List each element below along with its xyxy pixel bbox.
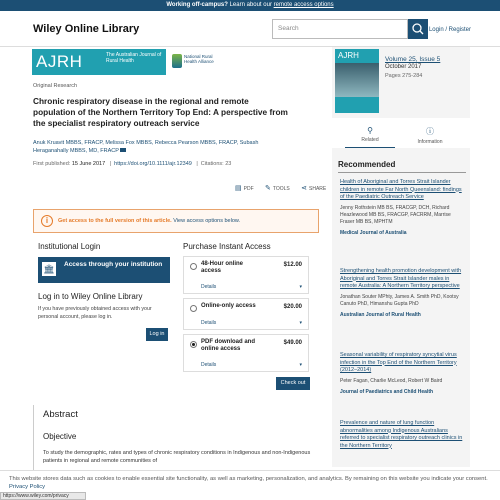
radio-pdf[interactable] xyxy=(190,341,197,348)
article-type: Original Research xyxy=(33,83,78,89)
wrench-icon: ✎ xyxy=(265,185,271,192)
purchase-option-online[interactable] xyxy=(183,298,309,330)
recommended-authors: Jenny Rothstein MB BS, FRACGP, DCH, Richard Heazlewood MB BS, FRACGP, FACRRM, Marrise Fraser MB BS, MPHTM xyxy=(340,204,451,225)
recommended-journal[interactable]: Australian Journal of Rural Health xyxy=(340,311,421,318)
issue-pages: Pages 275-284 xyxy=(385,73,423,79)
recommended-item xyxy=(340,179,466,236)
option-price: $49.00 xyxy=(283,340,302,346)
option-label: Online-only access xyxy=(201,303,256,309)
citations-count[interactable]: Citations: 23 xyxy=(200,161,232,167)
option-price: $12.00 xyxy=(283,262,302,268)
journal-full-name: The Australian Journal of Rural Health xyxy=(106,52,162,64)
checkout-button[interactable]: Check out xyxy=(276,377,310,390)
tab-related-label: Related xyxy=(361,137,379,143)
cover-image xyxy=(335,63,379,97)
privacy-policy-link[interactable]: Privacy Policy xyxy=(9,484,46,490)
radio-online[interactable] xyxy=(190,305,197,312)
option-details[interactable]: Details xyxy=(201,284,217,290)
remote-access-banner xyxy=(0,0,500,11)
access-notice-bold: Get access to the full version of this article. xyxy=(58,218,172,224)
institution-icon: 🏛 xyxy=(43,264,55,274)
option-details[interactable]: Details xyxy=(201,362,217,368)
access-notice xyxy=(33,209,319,233)
recommended-journal[interactable]: Journal of Paediatrics and Child Health xyxy=(340,388,434,395)
info-icon: i xyxy=(41,215,53,227)
login-register-link[interactable]: Login / Register xyxy=(428,27,471,33)
option-details[interactable]: Details xyxy=(201,320,217,326)
cookie-banner xyxy=(0,470,500,492)
article-tools xyxy=(225,184,326,192)
journal-abbrev: AJRH xyxy=(36,52,83,71)
chevron-down-icon[interactable]: ▾ xyxy=(299,284,302,290)
site-logo[interactable]: Wiley Online Library xyxy=(33,23,140,35)
remote-access-link[interactable]: remote access options xyxy=(273,2,334,8)
banner-bold-text: Working off-campus? xyxy=(166,2,228,8)
objective-title: Objective xyxy=(43,432,77,441)
tab-information-label: Information xyxy=(417,139,443,145)
banner-text: Learn about our xyxy=(227,2,274,8)
journal-cover[interactable] xyxy=(335,49,379,113)
search-input[interactable]: Search xyxy=(272,19,408,39)
abstract-title: Abstract xyxy=(43,409,78,420)
purchase-option-pdf[interactable] xyxy=(183,334,309,372)
recommended-link[interactable]: Seasonal variability of respiratory syncytial virus infection in the Top End of the Northern Territory (2012–2014) xyxy=(340,352,457,373)
article-title: Chronic respiratory disease in the regional and remote population of the Northern Territory Top End: A perspective from the specialist respiratory outreach service xyxy=(33,96,288,128)
journal-banner[interactable] xyxy=(32,49,166,75)
share-label: SHARE xyxy=(309,186,327,192)
doi-link[interactable]: https://doi.org/10.1111/ajr.12349 xyxy=(114,161,192,167)
purchase-title: Purchase Instant Access xyxy=(183,242,271,251)
institution-access-button[interactable] xyxy=(38,257,170,283)
first-published-label: First published: xyxy=(33,161,72,167)
share-icon: ⋖ xyxy=(301,185,308,192)
pdf-icon: ▤ xyxy=(235,185,242,192)
info-icon: ⓘ xyxy=(426,127,434,136)
radio-48h[interactable] xyxy=(190,263,197,270)
recommended-journal[interactable]: Medical Journal of Australia xyxy=(340,229,407,236)
tools-label: TOOLS xyxy=(272,186,290,192)
recommended-item xyxy=(340,420,466,450)
recommended-link[interactable]: Prevalence and nature of lung function abnormalities among Indigenous Australians referred to specialist respiratory outreach clinics in the Northern Territory xyxy=(340,420,463,449)
network-icon: ⚲ xyxy=(367,126,373,135)
chevron-down-icon[interactable]: ▾ xyxy=(299,320,302,326)
recommended-item xyxy=(340,352,466,395)
authors-text[interactable]: Anuk Kruavit MBBS, FRACP, Melissa Fox MBBS, Rebecca Pearson MBBS, FRACP, Subash Heraganahally MBBS, MD, FRACP xyxy=(33,140,259,154)
wol-login-title: Log in to Wiley Online Library xyxy=(38,292,143,301)
email-icon[interactable] xyxy=(120,148,126,152)
first-published-date: 15 June 2017 xyxy=(71,161,106,167)
partner-logo-mark xyxy=(172,54,182,68)
recommended-title: Recommended xyxy=(338,160,396,169)
purchase-option-48h[interactable] xyxy=(183,256,309,294)
partner-name: National Rural Health Alliance xyxy=(184,54,214,64)
tab-information[interactable] xyxy=(405,126,455,145)
pdf-button[interactable] xyxy=(235,184,254,192)
recommended-link[interactable]: Strengthening health promotion development with Aboriginal and Torres Strait Islander males in remote Australia: A Northern Territory perspective xyxy=(340,268,462,289)
status-bar-url: https://www.wiley.com/privacy xyxy=(0,492,86,500)
publication-info: First published: 15 June 2017 | https://doi.org/10.1111/ajr.12349 | Citations: 23 xyxy=(33,161,232,167)
recommended-link[interactable]: Health of Aboriginal and Torres Strait Islander children in remote Far North Queensland: findings of the Paediatric Outreach Service xyxy=(340,179,462,200)
cover-abbrev: AJRH xyxy=(338,51,359,60)
objective-text: To study the demographic, rates and types of chronic respiratory conditions in Indigenous and non-Indigenous patients in regional and remote communities of xyxy=(43,450,311,464)
share-button[interactable] xyxy=(301,184,326,192)
institution-access-label: Access through your institution xyxy=(64,261,163,268)
partner-logo xyxy=(170,50,228,74)
sidebar-tabs xyxy=(332,118,470,148)
option-label: PDF download and online access xyxy=(201,339,255,352)
site-header xyxy=(0,11,500,47)
issue-date: October 2017 xyxy=(385,64,422,70)
recommended-authors: Peter Fagan, Charlie McLeod, Robert W Baird xyxy=(340,377,443,384)
wol-login-text: If you have previously obtained access with your personal account, please log in. xyxy=(38,306,152,320)
log-in-button[interactable]: Log in xyxy=(146,328,168,341)
cookie-text: This website stores data such as cookies to enable essential site functionality, as well as marketing, personalization, and analytics. By remaining on this website you indicate your consent. xyxy=(9,476,488,482)
access-notice-text xyxy=(58,218,240,224)
article-authors[interactable] xyxy=(33,139,293,155)
recommended-authors: Jonathan Souter MPhty, James A. Smith PhD, Kootsy Canuto PhD, Himanshu Gupta PhD xyxy=(340,293,459,307)
view-access-options-link[interactable]: View access options below. xyxy=(171,218,241,224)
pdf-label: PDF xyxy=(243,186,254,192)
recommended-item xyxy=(340,268,466,318)
tools-button[interactable] xyxy=(265,184,290,192)
tab-related[interactable] xyxy=(345,126,395,148)
volume-issue-link[interactable]: Volume 25, Issue 5 xyxy=(385,56,441,63)
recommended-divider xyxy=(338,172,466,173)
option-label: 48-Hour online access xyxy=(201,261,244,274)
institutional-login-title: Institutional Login xyxy=(38,242,101,251)
option-price: $20.00 xyxy=(283,304,302,310)
chevron-down-icon[interactable]: ▾ xyxy=(299,362,302,368)
